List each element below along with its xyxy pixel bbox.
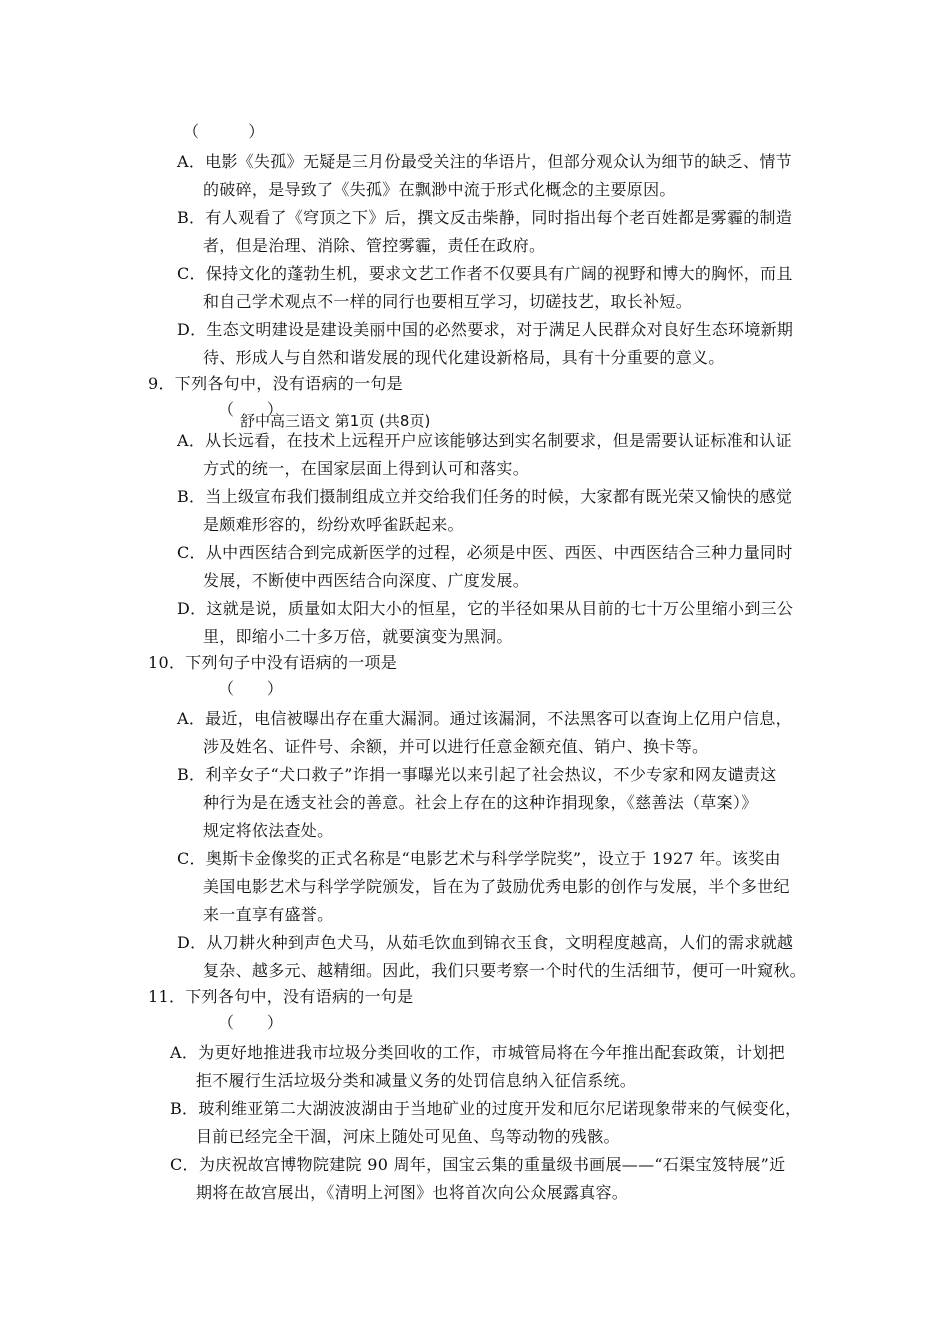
- q10-answer-paren: （ ）: [218, 679, 284, 698]
- q11-option-a-line2: 拒不履行生活垃圾分类和减量义务的处罚信息纳入征信系统。: [196, 1071, 637, 1090]
- q8-option-d-line1: D．生态文明建设是建设美丽中国的必然要求，对于满足人民群众对良好生态环境新期: [177, 320, 794, 339]
- q9-option-d-line2: 里，即缩小二十多万倍，就要演变为黑洞。: [203, 627, 513, 646]
- q9-answer-paren: （ ）: [218, 400, 284, 419]
- q11-option-c-line1: C．为庆祝故宫博物院建院 90 周年，国宝云集的重量级书画展——“石渠宝笈特展”近: [170, 1155, 786, 1174]
- q10-option-b-line1: B．利辛女子“犬口救子”诈捐一事曝光以来引起了社会热议，不少专家和网友谴责这: [177, 765, 777, 784]
- q10-option-c-line1: C．奥斯卡金像奖的正式名称是“电影艺术与科学学院奖”，设立于 1927 年。该奖由: [177, 849, 781, 868]
- q10-stem: 10．下列句子中没有语病的一项是: [148, 653, 398, 672]
- q10-option-a-line2: 涉及姓名、证件号、余额，并可以进行任意金额充值、销户、换卡等。: [203, 737, 709, 756]
- q11-option-c-line2: 期将在故宫展出，《清明上河图》也将首次向公众展露真容。: [196, 1183, 629, 1202]
- q11-stem: 11．下列各句中，没有语病的一句是: [148, 987, 414, 1006]
- q11-option-a-line1: A．为更好地推进我市垃圾分类回收的工作，市城管局将在今年推出配套政策，计划把: [170, 1043, 785, 1062]
- q10-option-d-line1: D．从刀耕火种到声色犬马，从茹毛饮血到锦衣玉食，文明程度越高，人们的需求就越: [177, 933, 794, 952]
- q9-option-d-line1: D．这就是说，质量如太阳大小的恒星，它的半径如果从目前的七十万公里缩小到三公: [177, 599, 794, 618]
- q9-option-c-line1: C．从中西医结合到完成新医学的过程，必须是中医、西医、中西医结合三种力量同时: [177, 543, 793, 562]
- q9-stem: 9．下列各句中，没有语病的一句是: [148, 374, 403, 393]
- q8-option-b-line2: 者，但是治理、消除、管控雾霾，责任在政府。: [203, 236, 546, 255]
- q8-option-a-line2: 的破碎，是导致了《失孤》在飘渺中流于形式化概念的主要原因。: [203, 180, 676, 199]
- q8-answer-paren: （ ）: [183, 122, 265, 141]
- q10-option-b-line2: 种行为是在透支社会的善意。社会上存在的这种诈捐现象，《慈善法（草案）》: [203, 793, 758, 812]
- q10-option-b-line3: 规定将依法查处。: [203, 821, 334, 840]
- q11-answer-paren: （ ）: [218, 1013, 284, 1032]
- q10-option-d-line2: 复杂、越多元、越精细。因此，我们只要考察一个时代的生活细节，便可一叶窥秋。: [203, 961, 807, 980]
- q11-option-b-line1: B．玻利维亚第二大湖波波湖由于当地矿业的过度开发和厄尔尼诺现象带来的气候变化，: [170, 1099, 802, 1118]
- q9-option-b-line2: 是颇难形容的，纷纷欢呼雀跃起来。: [203, 515, 464, 534]
- q10-option-c-line2: 美国电影艺术与科学学院颁发，旨在为了鼓励优秀电影的创作与发展，半个多世纪: [203, 877, 790, 896]
- q9-option-b-line1: B．当上级宣布我们摄制组成立并交给我们任务的时候，大家都有既光荣又愉快的感觉: [177, 487, 793, 506]
- q8-option-a-line1: A．电影《失孤》无疑是三月份最受关注的华语片，但部分观众认为细节的缺乏、情节: [177, 152, 792, 171]
- q8-option-c-line2: 和自己学术观点不一样的同行也要相互学习，切磋技艺，取长补短。: [203, 292, 693, 311]
- q9-option-a-line1: A．从长远看，在技术上远程开户应该能够达到实名制要求，但是需要认证标准和认证: [177, 431, 792, 450]
- q8-option-c-line1: C．保持文化的蓬勃生机，要求文艺工作者不仅要具有广阔的视野和博大的胸怀，而且: [177, 264, 793, 283]
- q10-option-c-line3: 来一直享有盛誉。: [203, 905, 334, 924]
- q11-option-b-line2: 目前已经完全干涸，河床上随处可见鱼、鸟等动物的残骸。: [196, 1127, 620, 1146]
- q8-option-b-line1: B．有人观看了《穹顶之下》后，撰文反击柴静，同时指出每个老百姓都是雾霾的制造: [177, 208, 793, 227]
- q9-option-c-line2: 发展，不断使中西医结合向深度、广度发展。: [203, 571, 530, 590]
- page-footer: 舒中高三语文 第1页 (共8页): [240, 412, 431, 430]
- q8-option-d-line2: 待、形成人与自然和谐发展的现代化建设新格局，具有十分重要的意义。: [203, 348, 725, 367]
- q9-option-a-line2: 方式的统一，在国家层面上得到认可和落实。: [203, 459, 530, 478]
- q10-option-a-line1: A．最近，电信被曝出存在重大漏洞。通过该漏洞，不法黑客可以查询上亿用户信息，: [177, 709, 792, 728]
